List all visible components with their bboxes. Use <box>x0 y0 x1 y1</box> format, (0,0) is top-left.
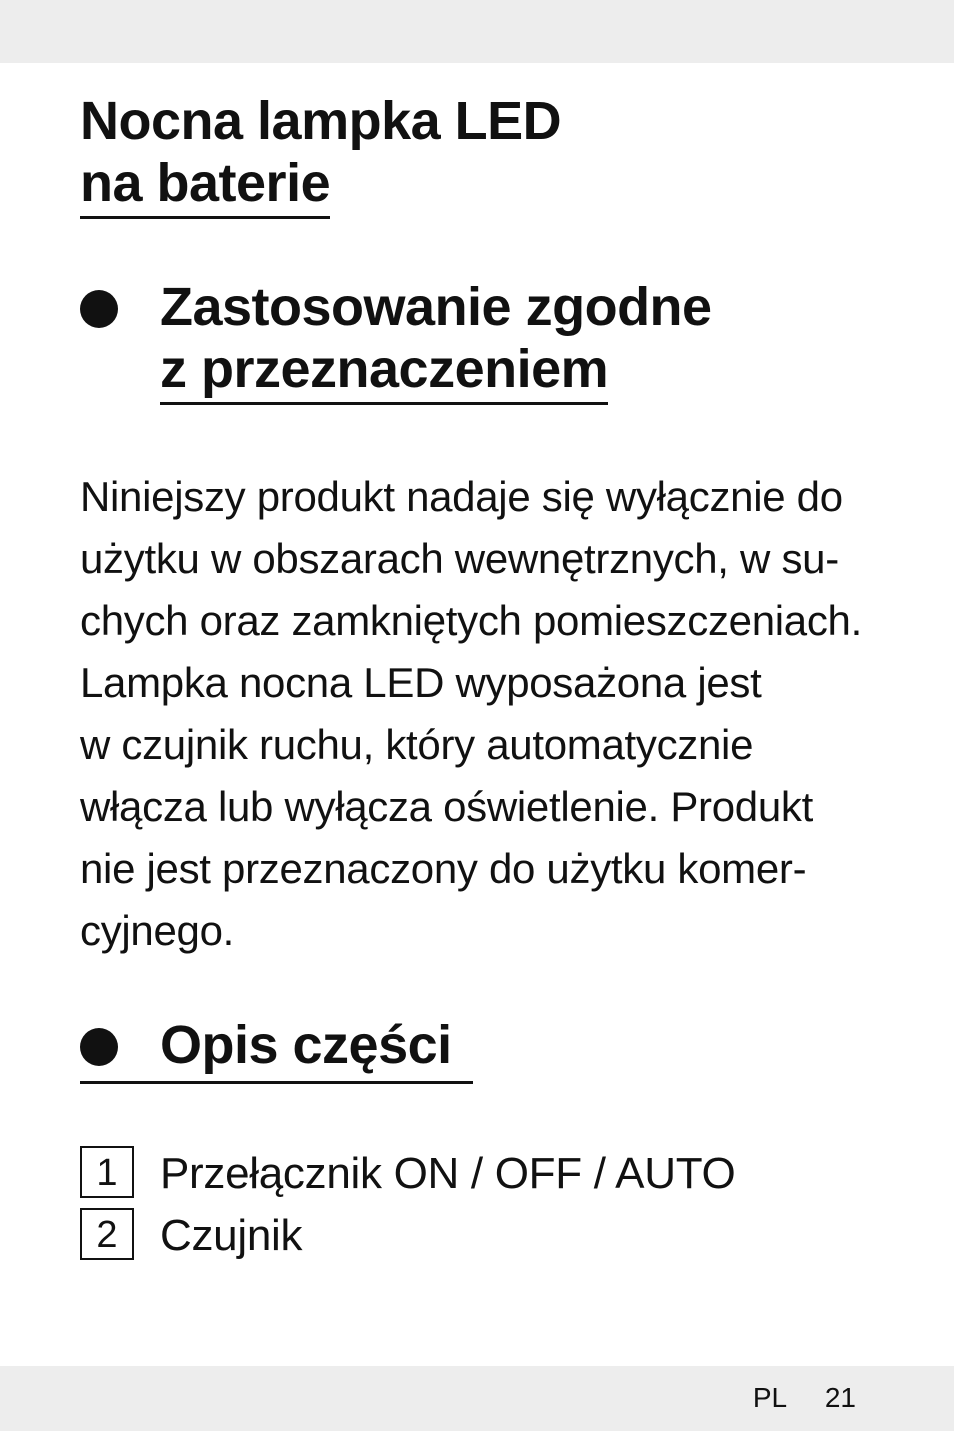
bullet-icon <box>80 1028 118 1066</box>
paragraph-line: nie jest przeznaczony do użytku komer- <box>80 845 807 892</box>
list-item <box>80 1206 860 1268</box>
bullet-icon <box>80 290 118 328</box>
list-item <box>80 1144 860 1206</box>
page-footer <box>753 1378 856 1418</box>
section-heading-intended-use <box>80 276 900 416</box>
section-heading-line-1: Zastosowanie zgodne <box>160 277 712 337</box>
part-number-badge: 1 <box>80 1146 134 1198</box>
part-label: Czujnik <box>160 1211 303 1260</box>
parts-heading-text: Opis części <box>160 1015 452 1075</box>
page-title <box>80 90 561 219</box>
page-title-line-1: Nocna lampka LED <box>80 91 562 151</box>
part-number-badge: 2 <box>80 1208 134 1260</box>
paragraph-line: chych oraz zamkniętych pomieszczeniach. <box>80 597 862 644</box>
paragraph-line: cyjnego. <box>80 907 235 954</box>
intended-use-paragraph <box>80 466 880 962</box>
paragraph-line: użytku w obszarach wewnętrznych, w su- <box>80 535 839 582</box>
page-number: 21 <box>824 1382 856 1413</box>
page-title-line-2: na baterie <box>80 152 330 219</box>
paragraph-line: Niniejszy produkt nadaje się wyłącznie do <box>80 473 843 520</box>
parts-heading-underline <box>80 1081 473 1084</box>
paragraph-line: włącza lub wyłącza oświetlenie. Produkt <box>80 783 813 830</box>
top-band <box>0 0 954 63</box>
section-heading-line-2: z przeznaczeniem <box>160 338 608 405</box>
parts-list <box>80 1144 860 1268</box>
part-label: Przełącznik ON / OFF / AUTO <box>160 1149 736 1198</box>
language-code: PL <box>752 1382 788 1413</box>
paragraph-line: w czujnik ruchu, który automatycznie <box>80 721 754 768</box>
paragraph-line: Lampka nocna LED wyposażona jest <box>80 659 762 706</box>
